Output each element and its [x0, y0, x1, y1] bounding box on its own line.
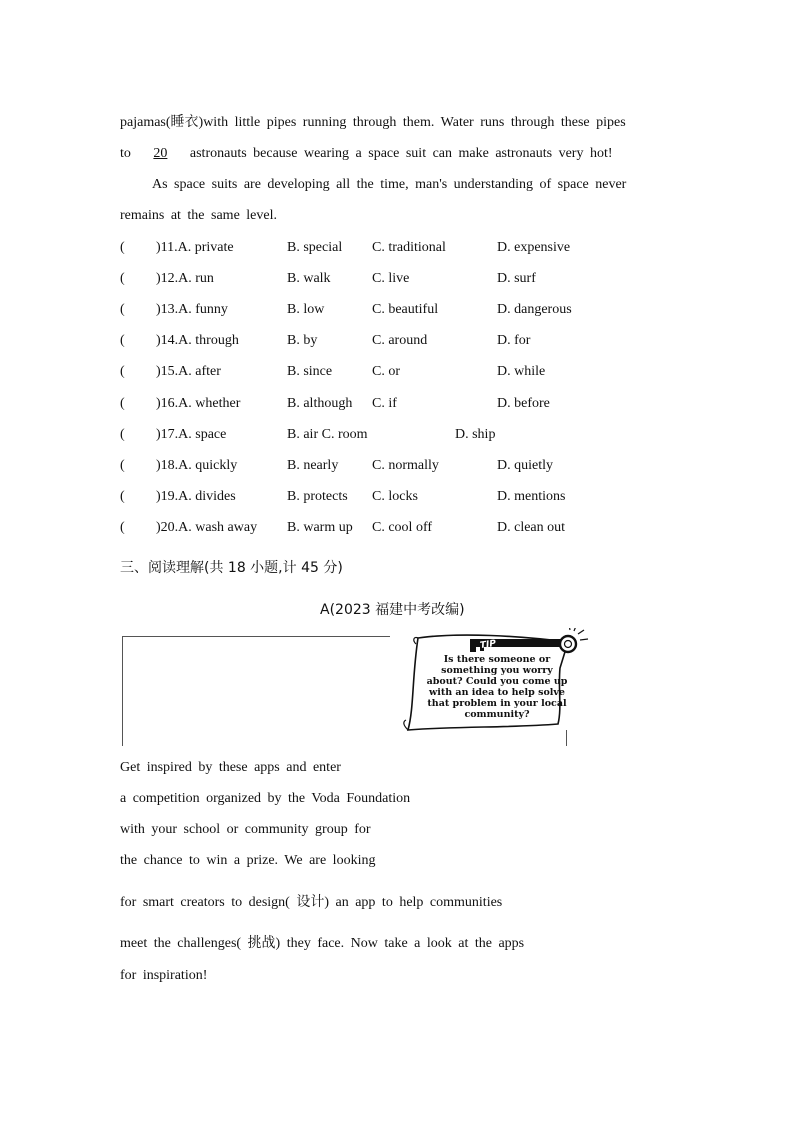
option-d: D. mentions: [497, 489, 566, 504]
question-row: [120, 302, 680, 322]
option-c: C. normally: [372, 458, 439, 473]
passage-line-2-post: astronauts because wearing a space suit can make astronauts very hot!: [183, 146, 613, 161]
question-row: [120, 271, 680, 291]
option-b: B. low: [287, 302, 325, 317]
answer-paren[interactable]: (: [120, 364, 125, 379]
option-c: C. if: [372, 396, 397, 411]
option-d: D. while: [497, 364, 546, 379]
reading-line: for inspiration!: [120, 968, 208, 983]
option-b: B. nearly: [287, 458, 339, 473]
key-ring-icon: [560, 636, 576, 652]
option-d: D. clean out: [497, 520, 566, 535]
answer-paren[interactable]: (: [120, 333, 125, 348]
option-b: B. special: [287, 240, 343, 255]
reading-title: A(2023 福建中考改编): [320, 602, 465, 618]
option-a: )18.A. quickly: [156, 458, 238, 473]
option-b: B. protects: [287, 489, 348, 504]
passage-line-1: pajamas(睡衣)with little pipes running through them. Water runs through these pipes: [120, 115, 626, 130]
tip-text: Is there someone or something you worry about? Could you come up with an idea to help solve that problem in your local community?: [426, 654, 568, 720]
option-d: D. for: [497, 333, 531, 348]
option-a: )14.A. through: [156, 333, 239, 348]
tip-label: TIP: [479, 638, 497, 652]
question-row: [120, 520, 680, 540]
question-row: [120, 333, 680, 353]
question-row: [120, 364, 680, 384]
frame-left-line: [122, 636, 123, 746]
option-d: D. expensive: [497, 240, 571, 255]
answer-paren[interactable]: (: [120, 489, 125, 504]
reading-line: a competition organized by the Voda Foundation: [120, 791, 411, 806]
option-c: C. cool off: [372, 520, 433, 535]
blank-20: 20: [153, 146, 168, 161]
passage-line-4: remains at the same level.: [120, 208, 277, 223]
option-a: )13.A. funny: [156, 302, 228, 317]
reading-line: with your school or community group for: [120, 822, 371, 837]
option-b: B. since: [287, 364, 333, 379]
frame-top-line: [122, 636, 390, 637]
option-a: )17.A. space: [156, 427, 227, 442]
question-row: [120, 489, 680, 509]
option-d: D. ship: [455, 427, 496, 442]
frame-right-line: [566, 730, 567, 746]
option-a: )11.A. private: [156, 240, 234, 255]
answer-paren[interactable]: (: [120, 427, 125, 442]
option-b: B. walk: [287, 271, 331, 286]
option-a: )15.A. after: [156, 364, 221, 379]
option-a: )12.A. run: [156, 271, 214, 286]
option-c: C. live: [372, 271, 410, 286]
question-row: [120, 427, 680, 447]
question-row: [120, 458, 680, 478]
option-a: )19.A. divides: [156, 489, 236, 504]
answer-paren[interactable]: (: [120, 396, 125, 411]
answer-paren[interactable]: (: [120, 458, 125, 473]
option-b: B. by: [287, 333, 318, 348]
reading-line: Get inspired by these apps and enter: [120, 760, 341, 775]
reading-line: for smart creators to design( 设计) an app to help communities: [120, 895, 503, 910]
question-row: [120, 396, 680, 416]
answer-paren[interactable]: (: [120, 302, 125, 317]
option-c: C. traditional: [372, 240, 446, 255]
option-d: D. surf: [497, 271, 536, 286]
passage-line-3: As space suits are developing all the time, man's understanding of space never: [152, 177, 627, 192]
option-a: )20.A. wash away: [156, 520, 258, 535]
option-c: C. beautiful: [372, 302, 439, 317]
option-b: B. air C. room: [287, 427, 368, 442]
option-a: )16.A. whether: [156, 396, 241, 411]
option-b: B. although: [287, 396, 353, 411]
option-d: D. before: [497, 396, 550, 411]
reading-line: meet the challenges( 挑战) they face. Now take a look at the apps: [120, 936, 525, 951]
option-b: B. warm up: [287, 520, 353, 535]
section-heading: 三、阅读理解(共 18 小题,计 45 分): [120, 560, 343, 576]
passage-line-2-pre: to: [120, 146, 138, 161]
option-c: C. locks: [372, 489, 418, 504]
answer-paren[interactable]: (: [120, 520, 125, 535]
question-row: [120, 240, 680, 260]
option-c: C. or: [372, 364, 400, 379]
option-d: D. quietly: [497, 458, 553, 473]
reading-line: the chance to win a prize. We are looking: [120, 853, 376, 868]
option-d: D. dangerous: [497, 302, 572, 317]
passage-line-2: [120, 146, 613, 162]
option-c: C. around: [372, 333, 428, 348]
answer-paren[interactable]: (: [120, 240, 125, 255]
answer-paren[interactable]: (: [120, 271, 125, 286]
